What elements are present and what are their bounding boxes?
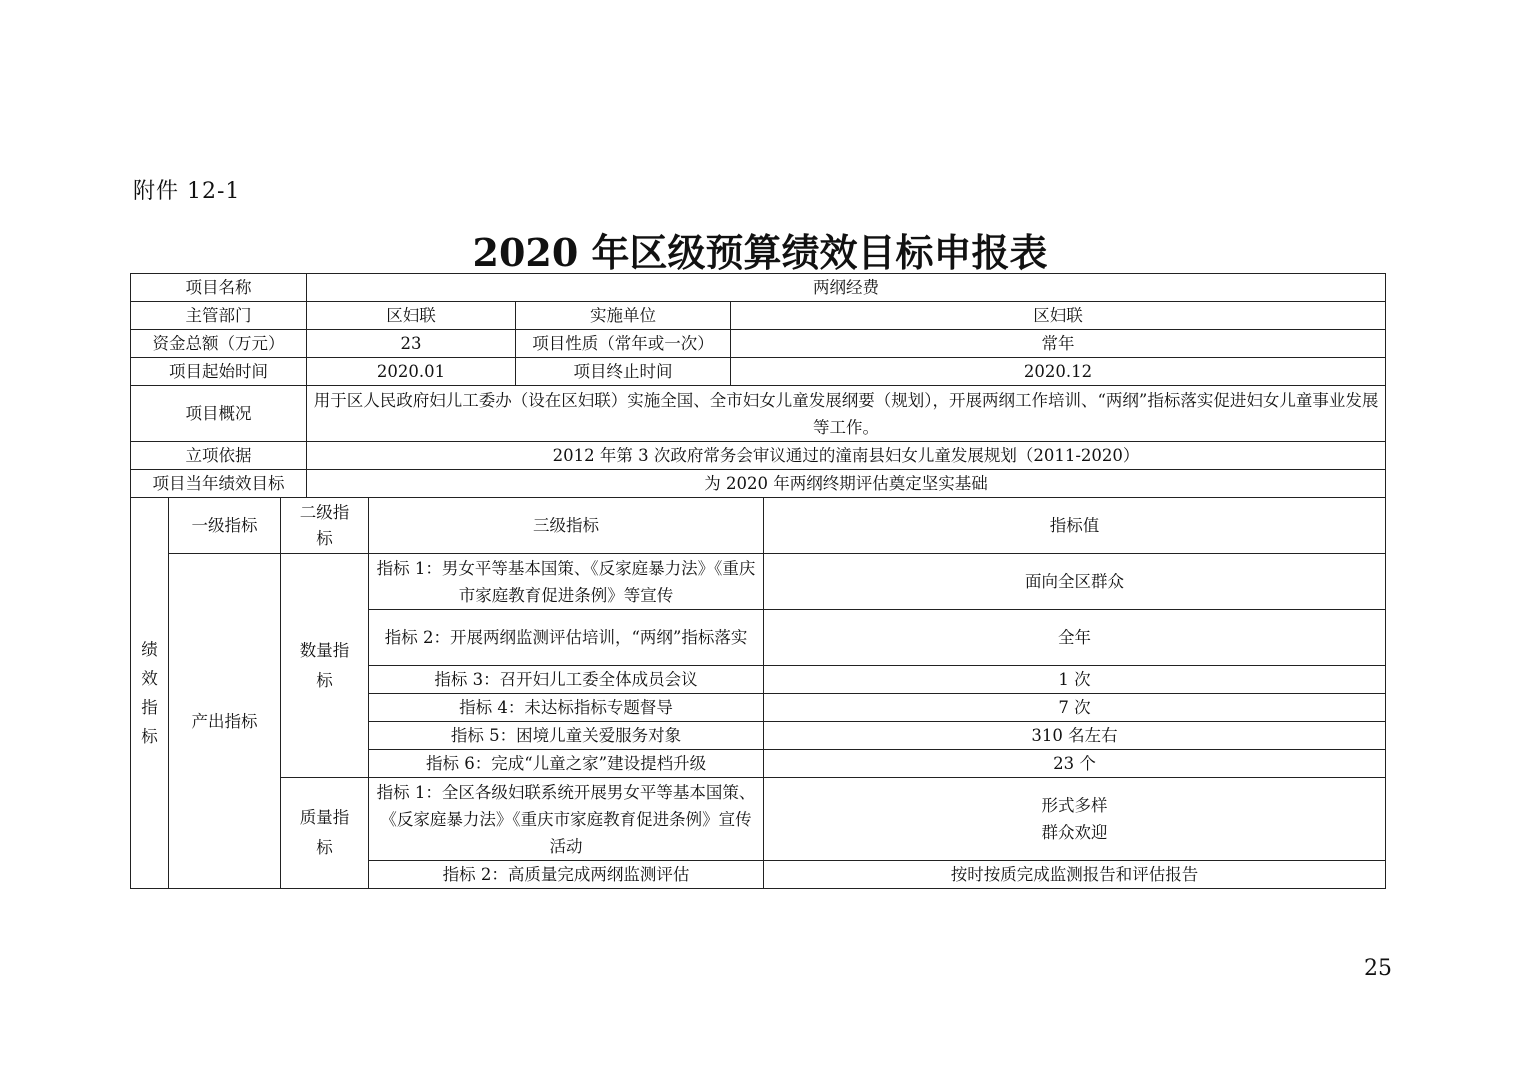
quality-value-1 [764,778,1386,861]
quantity-indicator-3: 指标 3：召开妇儿工委全体成员会议 [369,666,764,694]
nature-label: 项目性质（常年或一次） [516,330,731,358]
page-number: 25 [1364,956,1392,981]
budget-table [130,273,1386,889]
level2-header [281,498,369,554]
basis-label: 立项依据 [131,442,307,470]
impl-unit-value: 区妇联 [731,302,1386,330]
quality-indicator-2: 指标 2：高质量完成两纲监测评估 [369,861,764,889]
overview-value: 用于区人民政府妇儿工委办（设在区妇联）实施全国、全市妇女儿童发展纲要（规划），开展两纲工作培训、“两纲”指标落实促进妇女儿童事业发展等工作。 [307,386,1386,442]
quantity-value-2: 全年 [764,610,1386,666]
page-title: 2020 年区级预算绩效目标申报表 [472,230,1048,275]
value-header: 指标值 [764,498,1386,554]
quantity-value-3: 1 次 [764,666,1386,694]
perf-label-text: 绩效指标 [141,640,158,746]
quantity-indicator [281,554,369,778]
output-indicator: 产出指标 [169,554,281,889]
quality-value-1-line1: 形式多样 [1041,796,1108,815]
project-name-label: 项目名称 [131,274,307,302]
nature-value: 常年 [731,330,1386,358]
quantity-indicator-1: 指标 1：男女平等基本国策、《反家庭暴力法》《重庆市家庭教育促进条例》等宣传 [369,554,764,610]
total-value: 23 [307,330,516,358]
level1-header: 一级指标 [169,498,281,554]
end-value: 2020.12 [731,358,1386,386]
goal-value: 为 2020 年两纲终期评估奠定坚实基础 [307,470,1386,498]
start-label: 项目起始时间 [131,358,307,386]
quality-indicator-1: 指标 1：全区各级妇联系统开展男女平等基本国策、《反家庭暴力法》《重庆市家庭教育促进条例》宣传活动 [369,778,764,861]
project-name-value: 两纲经费 [307,274,1386,302]
impl-unit-label: 实施单位 [516,302,731,330]
goal-label: 项目当年绩效目标 [131,470,307,498]
quantity-indicator-6: 指标 6：完成“儿童之家”建设提档升级 [369,750,764,778]
basis-value: 2012 年第 3 次政府常务会审议通过的潼南县妇女儿童发展规划（2011-2020） [307,442,1386,470]
quality-value-2: 按时按质完成监测报告和评估报告 [764,861,1386,889]
quantity-value-6: 23 个 [764,750,1386,778]
quantity-value-4: 7 次 [764,694,1386,722]
overview-label: 项目概况 [131,386,307,442]
quality-indicator [281,778,369,889]
level2-header-text: 二级指标 [299,502,350,548]
level3-header: 三级指标 [369,498,764,554]
end-label: 项目终止时间 [516,358,731,386]
quantity-indicator-5: 指标 5：困境儿童关爱服务对象 [369,722,764,750]
quantity-indicator-4: 指标 4：未达标指标专题督导 [369,694,764,722]
quantity-value-5: 310 名左右 [764,722,1386,750]
total-label: 资金总额（万元） [131,330,307,358]
quantity-indicator-2: 指标 2：开展两纲监测评估培训，“两纲”指标落实 [369,610,764,666]
start-value: 2020.01 [307,358,516,386]
quantity-label-text: 数量指标 [299,640,350,690]
quantity-value-1: 面向全区群众 [764,554,1386,610]
dept-label: 主管部门 [131,302,307,330]
dept-value: 区妇联 [307,302,516,330]
quality-label-text: 质量指标 [299,808,350,857]
attachment-label: 附件 12-1 [133,179,241,204]
perf-indicators-label [131,498,169,889]
quality-value-1-line2: 群众欢迎 [1041,823,1108,842]
